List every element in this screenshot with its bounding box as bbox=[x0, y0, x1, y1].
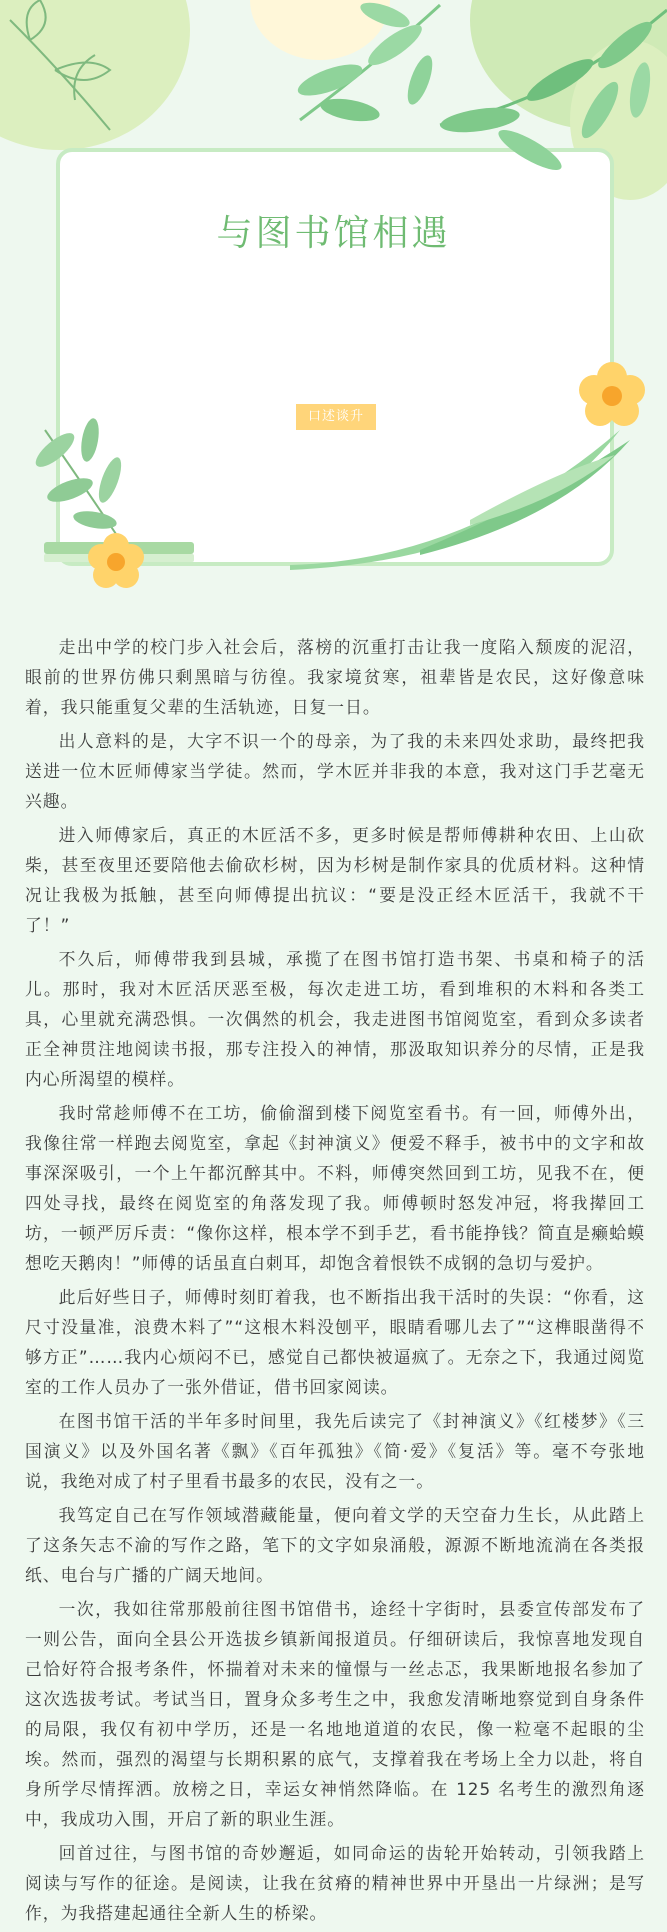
leaf-branch-icon bbox=[439, 10, 667, 177]
article-body bbox=[25, 632, 645, 1932]
flower-icon bbox=[579, 362, 645, 426]
flower-icon bbox=[88, 533, 144, 588]
leaf-branch-icon bbox=[10, 0, 110, 130]
paragraph: 一次，我如往常那般前往图书馆借书，途经十字街时，县委宣传部发布了一则公告，面向全县公开选拔乡镇新闻报道员。仔细研读后，我惊喜地发现自己恰好符合报考条件，怀揣着对未来的憧憬与一丝忐忑，我果断地报名参加了这次选拔考试。考试当日，置身众多考生之中，我愈发清晰地察觉到自身条件的局限，我仅有初中学历，还是一名地地道道的农民，像一粒毫不起眼的尘埃。然而，强烈的渴望与长期积累的底气，支撑着我在考场上全力以赴，将自身所学尽情挥洒。放榜之日，幸运女神悄然降临。在 125 名考生的激烈角逐中，我成功入围，开启了新的职业生涯。 bbox=[25, 1599, 645, 1829]
foliage-layer bbox=[0, 0, 667, 600]
paragraph: 此后好些日子，师傅时刻盯着我，也不断指出我干活时的失误：“你看，这尺寸没量准，浪费木料了”“这根木料没刨平，眼睛看哪儿去了”“这榫眼凿得不够方正”……我内心烦闷不已，感觉自己都快被逼疯了。无奈之下，我通过阅览室的工作人员办了一张外借证，借书回家阅读。 bbox=[25, 1287, 645, 1397]
leaf-branch-icon bbox=[31, 417, 126, 540]
paragraph: 在图书馆干活的半年多时间里，我先后读完了《封神演义》《红楼梦》《三国演义》以及外国名著《飘》《百年孤独》《简·爱》《复活》等。毫不夸张地说，我绝对成了村子里看书最多的农民，没有之一。 bbox=[25, 1411, 645, 1491]
page-title: 与图书馆相遇 bbox=[216, 213, 451, 254]
leaf-branch-icon bbox=[294, 0, 440, 125]
paragraph: 不久后，师傅带我到县城，承揽了在图书馆打造书架、书桌和椅子的活儿。那时，我对木匠活厌恶至极，每次走进工坊，看到堆积的木料和各类工具，心里就充满恐惧。一次偶然的机会，我走进图书馆阅览室，看到众多读者正全神贯注地阅读书报，那专注投入的神情，那汲取知识养分的尽情，正是我内心所渴望的模样。 bbox=[25, 949, 645, 1089]
grass-leaf-icon bbox=[290, 430, 630, 570]
paragraph: 我笃定自己在写作领域潜藏能量，便向着文学的天空奋力生长，从此踏上了这条矢志不渝的写作之路，笔下的文字如泉涌般，源源不断地流淌在各类报纸、电台与广播的广阔天地间。 bbox=[25, 1505, 645, 1585]
hero-banner bbox=[0, 0, 667, 600]
paragraph: 出人意料的是，大字不识一个的母亲，为了我的未来四处求助，最终把我送进一位木匠师傅家当学徒。然而，学木匠并非我的本意，我对这门手艺毫无兴趣。 bbox=[25, 731, 645, 811]
paragraph: 进入师傅家后，真正的木匠活不多，更多时候是帮师傅耕种农田、上山砍柴，甚至夜里还要陪他去偷砍杉树，因为杉树是制作家具的优质材料。这种情况让我极为抵触，甚至向师傅提出抗议：“要是没正经木匠活干，我就不干了！” bbox=[25, 825, 645, 935]
paragraph: 我时常趁师傅不在工坊，偷偷溜到楼下阅览室看书。有一回，师傅外出，我像往常一样跑去阅览室，拿起《封神演义》便爱不释手，被书中的文字和故事深深吸引，一个上午都沉醉其中。不料，师傅突然回到工坊，见我不在，便四处寻找，最终在阅览室的角落发现了我。师傅顿时怒发冲冠，将我撵回工坊，一顿严厉斥责：“像你这样，根本学不到手艺，看书能挣钱？简直是癞蛤蟆想吃天鹅肉！”师傅的话虽直白刺耳，却饱含着恨铁不成钢的急切与爱护。 bbox=[25, 1103, 645, 1273]
author-badge: 口述谈升 bbox=[296, 404, 376, 430]
paragraph: 回首过往，与图书馆的奇妙邂逅，如同命运的齿轮开始转动，引领我踏上阅读与写作的征途。是阅读，让我在贫瘠的精神世界中开垦出一片绿洲；是写作，为我搭建起通往全新人生的桥梁。 bbox=[25, 1843, 645, 1923]
paragraph: 走出中学的校门步入社会后，落榜的沉重打击让我一度陷入颓废的泥沼，眼前的世界仿佛只剩黑暗与彷徨。我家境贫寒，祖辈皆是农民，这好像意味着，我只能重复父辈的生活轨迹，日复一日。 bbox=[25, 637, 645, 717]
